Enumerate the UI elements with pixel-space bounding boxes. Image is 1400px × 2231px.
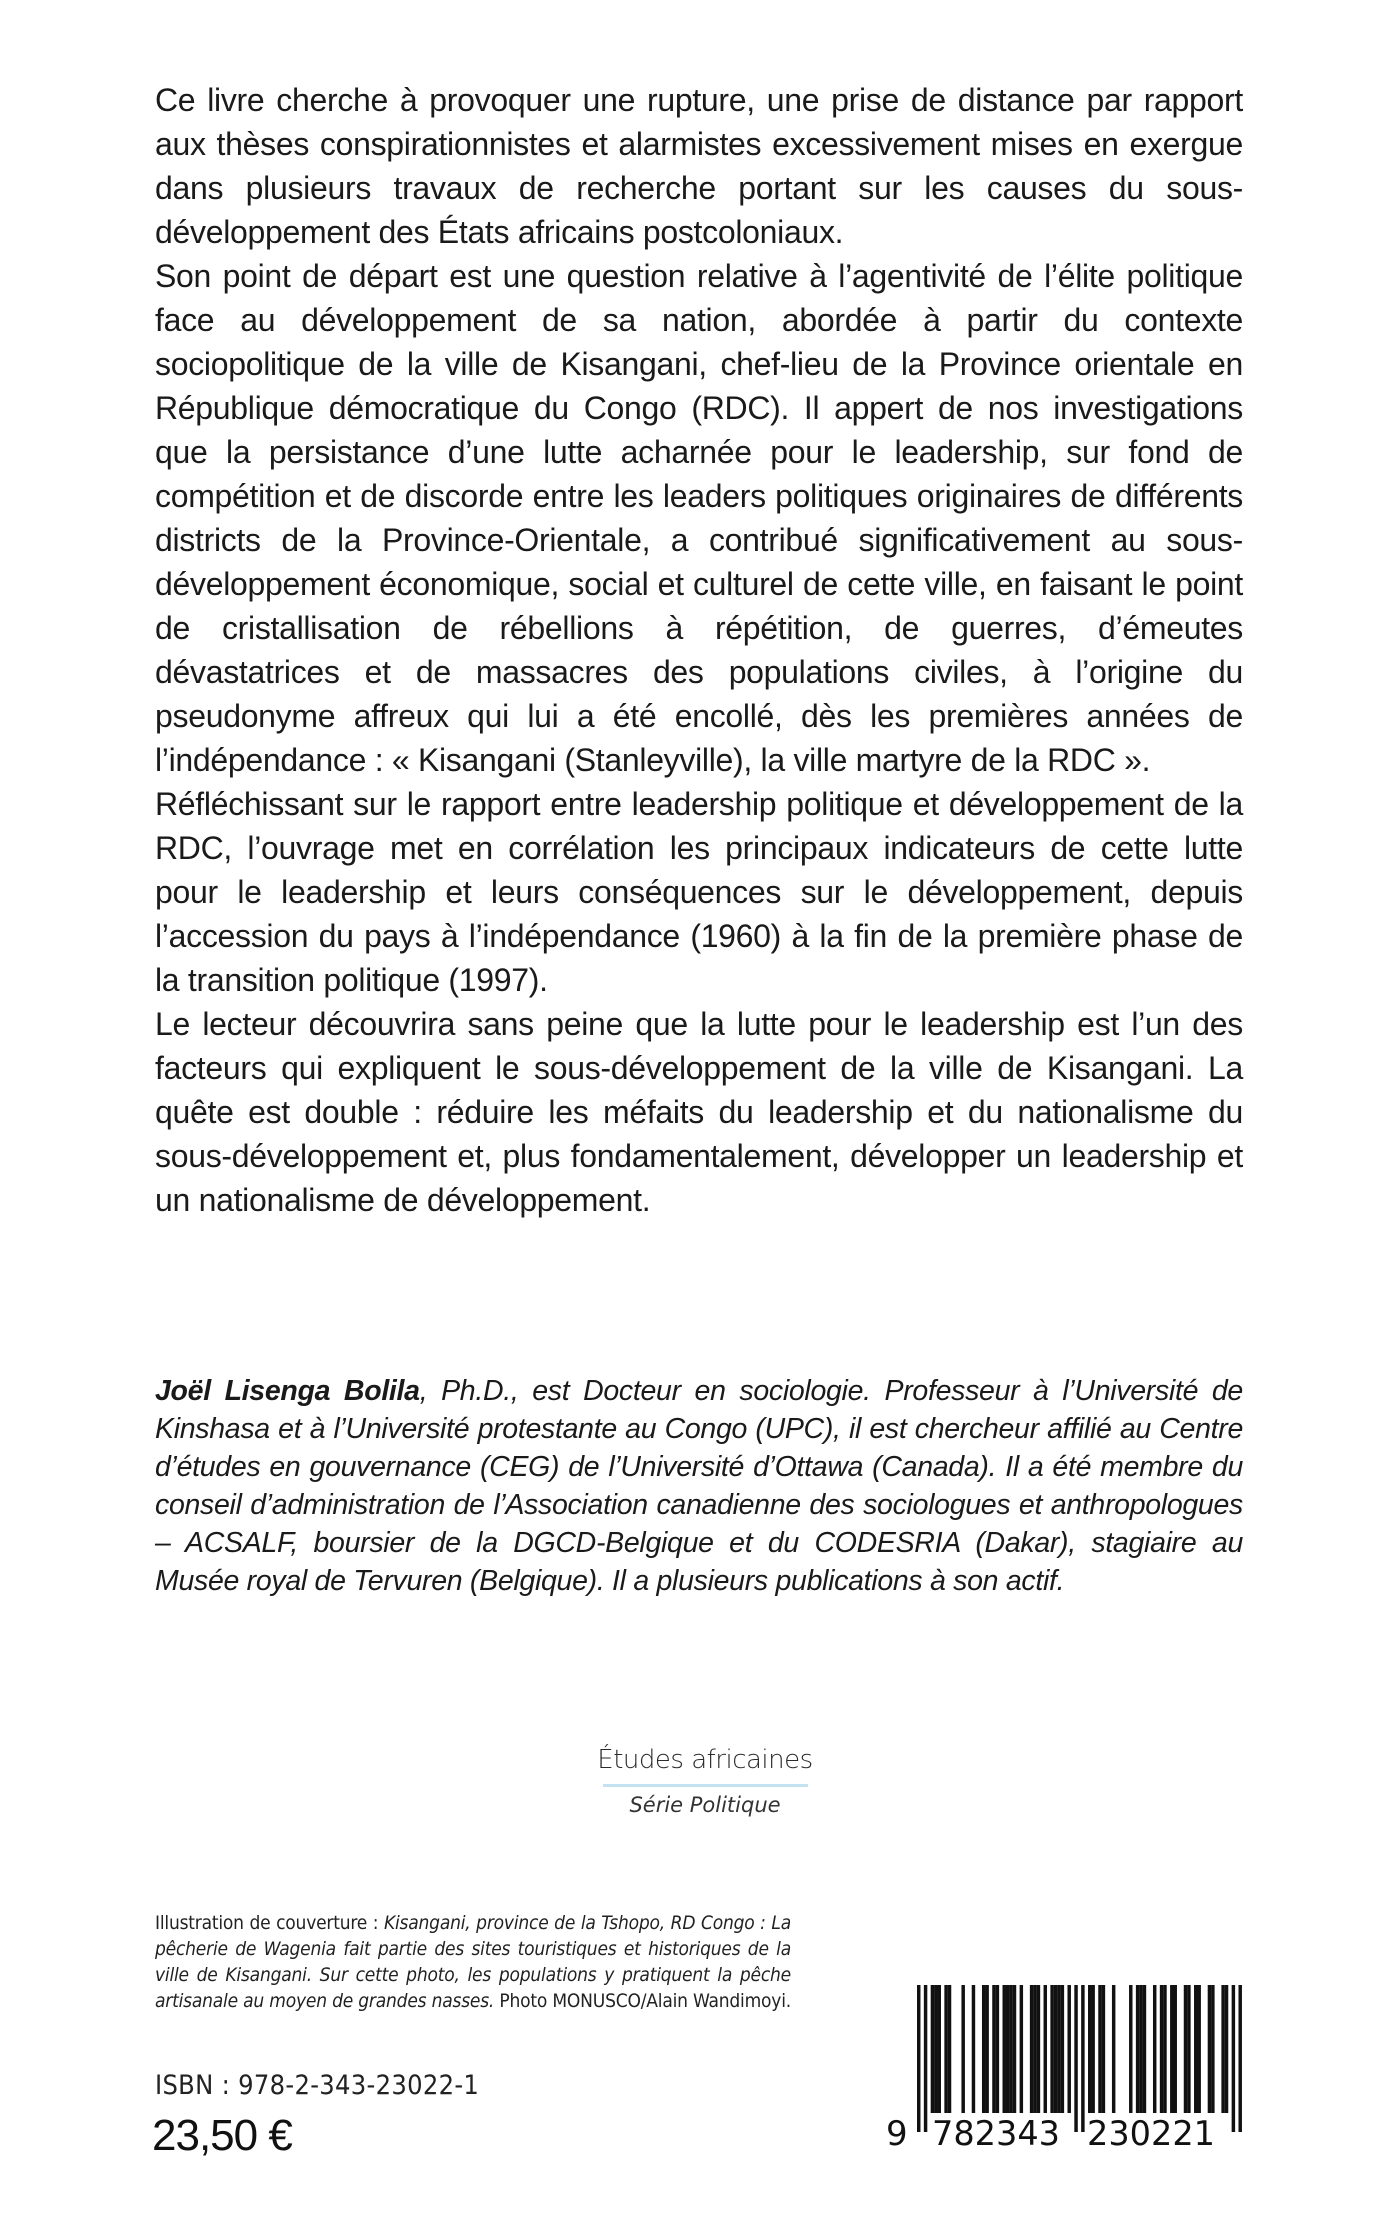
series-divider: [603, 1784, 808, 1787]
series-title: Études africaines: [597, 1745, 813, 1775]
author-name: Joël Lisenga Bolila: [155, 1375, 420, 1407]
author-bio-text: , Ph.D., est Docteur en sociologie. Professeur à l’Université de Kinshasa et à l’Université protestante au Congo (UPC), il est chercheur affilié au Centre d’études en gouvernance (CEG) de l’Université d’Ottawa (Canada). Il a été membre du conseil d’administration de l’Association canadienne des sociologues et anthropologues – ACSALF, boursier de la DGCD-Belgique et du CODESRIA (Dakar), stagiaire au Musée royal de Tervuren (Belgique). Il a plusieurs publications à son actif.: [155, 1375, 1243, 1597]
series-logo: [560, 1740, 850, 1821]
cover-illustration-credit: [155, 1910, 791, 2014]
isbn: ISBN : 978-2-343-23022-1: [155, 2070, 480, 2101]
barcode-right-digits: 230221: [1087, 2114, 1215, 2154]
author-bio-paragraph: [155, 1372, 1243, 1600]
author-bio: [155, 1372, 1243, 1600]
cover-credit-label: Illustration de couverture :: [155, 1912, 384, 1934]
isbn-barcode: [880, 1980, 1250, 2155]
barcode-icon: [880, 1980, 1250, 2155]
price: 23,50 €: [152, 2111, 292, 2160]
back-cover-summary: [155, 78, 1243, 1222]
summary-paragraph: Ce livre cherche à provoquer une rupture, une prise de distance par rapport aux thèses conspirationnistes et alarmistes excessivement mises en exergue dans plusieurs travaux de recherche portant sur les causes du sous-développement des États africains postcoloniaux.: [155, 82, 1243, 250]
cover-credit-paragraph: [155, 1910, 791, 2014]
cover-credit-description: Kisangani, province de la Tshopo, RD Congo : La pêcherie de Wagenia fait partie des sites touristiques et historiques de la ville de Kisangani. Sur cette photo, les populations y pratiquent la pêche artisanale au moyen de grandes nasses.: [155, 1912, 791, 2012]
photo-credit: Photo MONUSCO/Alain Wandimoyi.: [494, 1990, 792, 2012]
summary-paragraph: Le lecteur découvrira sans peine que la lutte pour le leadership est l’un des facteurs qui expliquent le sous-développement de la ville de Kisangani. La quête est double : réduire les méfaits du leadership et du nationalisme du sous-développement et, plus fondamentalement, développer un leadership et un nationalisme de développement.: [155, 1006, 1243, 1218]
summary-paragraph: Son point de départ est une question relative à l’agentivité de l’élite politique face au développement de sa nation, abordée à partir du contexte sociopolitique de la ville de Kisangani, chef-lieu de la Province orientale en République démocratique du Congo (RDC). Il appert de nos investigations que la persistance d’une lutte acharnée pour le leadership, sur fond de compétition et de discorde entre les leaders politiques originaires de différents districts de la Province-Orientale, a contribué significativement au sous-développement économique, social et culturel de cette ville, en faisant le point de cristallisation de rébellions à répétition, de guerres, d’émeutes dévastatrices et de massacres des populations civiles, à l’origine du pseudonyme affreux qui lui a été encollé, dès les premières années de l’indépendance : « Kisangani (Stanleyville), la ville martyre de la RDC ».: [155, 258, 1243, 778]
barcode-left-digits: 782343: [932, 2114, 1060, 2154]
barcode-first-digit: 9: [886, 2114, 908, 2154]
series-subtitle: Série Politique: [629, 1793, 781, 1817]
summary-paragraph: Réfléchissant sur le rapport entre leadership politique et développement de la RDC, l’ouvrage met en corrélation les principaux indicateurs de cette lutte pour le leadership et leurs conséquences sur le développement, depuis l’accession du pays à l’indépendance (1960) à la fin de la première phase de la transition politique (1997).: [155, 786, 1243, 998]
